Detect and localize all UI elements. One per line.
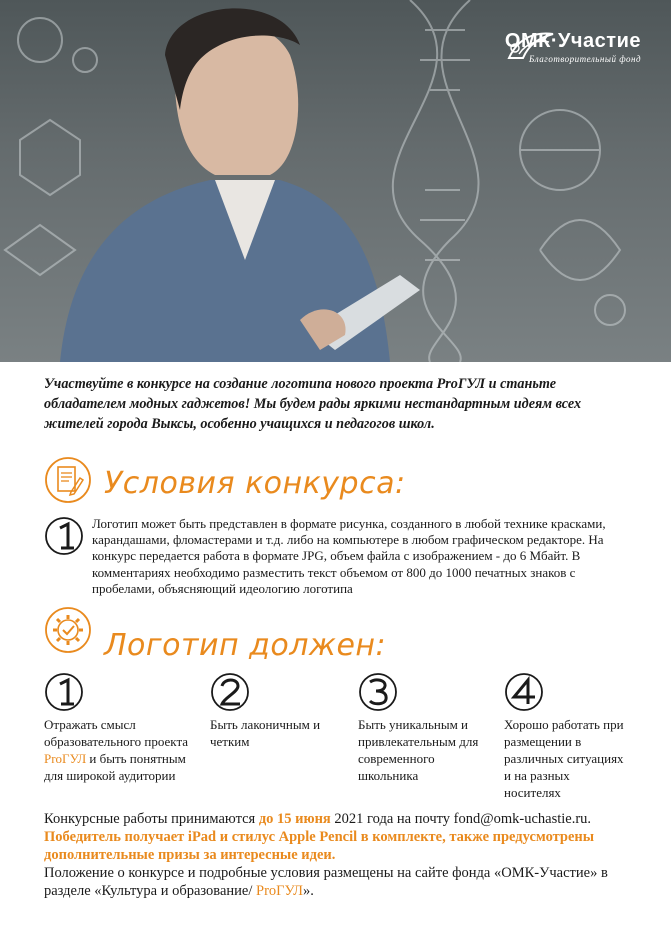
conditions-text: Логотип может быть представлен в формате рисунка, созданного в любой технике красками, карандашами, фломастерами и т.д. либо на компьютере в любом графическом редакторе. На конкурс передается работа в формате JPG, объем файла с изображением - до 6 Мбайт. В комментариях необходимо разместить текст объемом от 800 до 1000 печатных знаков с пробелами, объясняющий идеологию логотипа [92,516,606,596]
requirement-item [358,716,486,784]
number-two-icon [210,672,250,712]
requirement-text: Быть лаконичным и четким [210,717,321,749]
requirement-text: Быть уникальным и привлекательным для современного школьника [358,717,479,783]
conditions-title: Условия конкурса: [104,466,406,501]
bottom-info [44,810,644,900]
intro-text: Участвуйте в конкурсе на создание логотипа нового проекта ProГУЛ и станьте обладателем модных гаджетов! Мы будем рады яркими нестандартным идеям всех жителей города Выксы, особенно учащихся и педагогов школ. [44,376,582,432]
logo-wing-icon [505,30,557,62]
requirement-item [210,716,338,750]
number-four-icon [504,672,544,712]
requirement-item [44,716,194,784]
deadline-paragraph [44,810,644,828]
logo-name: ОМК·Участие [504,30,641,52]
requirement-text: и быть понятным для широкой аудитории [44,751,186,783]
rules-text: ». [303,883,314,899]
deadline-date: до 15 июня [258,811,331,827]
document-pen-icon [44,456,92,504]
requirement-text: Хорошо работать при размещении в различных ситуациях и на разных носителях [504,717,624,800]
rules-paragraph [44,864,644,900]
requirements-title: Логотип должен: [104,628,387,663]
brand-logo [505,30,641,64]
number-one-icon [44,672,84,712]
deadline-text: Конкурсные работы принимаются [44,811,259,827]
logo-subtitle: Благотворительный фонд [528,54,641,64]
project-name: ProГУЛ [256,883,303,899]
prize-text: Победитель получает iPad и стилус Apple Pencil в комплекте, также предусмотрены дополнительные призы за интересные идеи. [44,829,595,863]
number-three-icon [358,672,398,712]
requirement-item [504,716,628,801]
requirement-text: Отражать смысл образовательного проекта [44,717,189,749]
rules-text: Положение о конкурсе и подробные условия размещены на сайте фонда «ОМК-Участие» в разделе «Культура и образование/ [44,865,608,899]
hero-photo [0,0,671,362]
gear-check-icon [44,606,92,654]
deadline-email: 2021 года на почту fond@omk-uchastie.ru. [330,811,592,827]
number-one-icon [44,516,84,556]
project-name: ProГУЛ [44,751,87,766]
